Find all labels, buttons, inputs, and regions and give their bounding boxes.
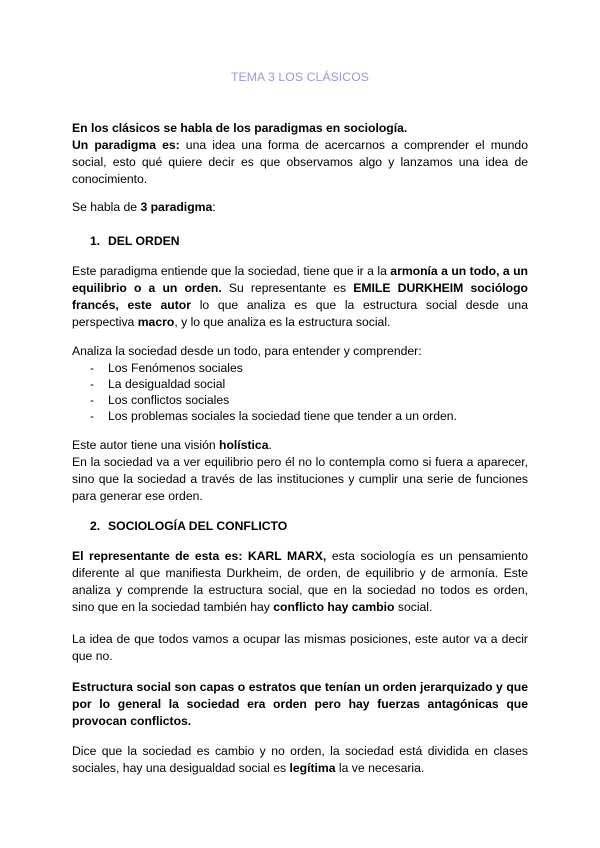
list-item: - Los Fenómenos sociales [90,361,243,375]
paradigm-count: Se habla de 3 paradigma: [72,200,216,214]
orden-list-block [72,343,528,424]
holistic-paragraph: Este autor tiene una visión holística. En la sociedad va a ver equilibrio pero él no lo contempla como si fuera a aparecer, sino que la sociedad a través de las instituciones y cumplir una serie de funciones para generar ese orden. [72,438,528,503]
list-item: - Los conflictos sociales [90,393,230,407]
paradigm-term: Un paradigma es: [72,138,180,152]
phenomena-list [72,360,528,424]
page-title: TEMA 3 LOS CLÁSICOS [230,70,370,84]
marx-paragraph: El representante de esta es: KARL MARX, esta sociología es un pensamiento diferente al que manifiesta Durkheim, de orden, de equilibrio y de armonía. Este analiza y comprende la estructura social, que en la sociedad no todos es orden, sino que en la sociedad también hay conflicto hay cambio social. [72,549,528,614]
paradigm-definition: una idea una forma de acercarnos a comprender el mundo social, esto qué quiere decir es que observamos algo y lanzamos una idea de conocimiento. [72,138,528,186]
intro-paragraph [72,120,528,188]
orden-paragraph: Este paradigma entiende que la sociedad, tiene que ir a la armonía a un todo, a un equilibrio o a un orden. Su representante es EMILE DURKHEIM sociólogo francés, este autor lo que analiza es que la estructura social desde una perspectiva macro, y lo que analiza es la estructura social. [72,264,528,329]
list-intro: Analiza la sociedad desde un todo, para entender y comprender: [72,344,422,358]
section-heading-conflicto: 2. SOCIOLOGÍA DEL CONFLICTO [90,519,288,533]
list-item: - La desigualdad social [90,377,226,391]
list-item: - Los problemas sociales la sociedad tiene que tender a un orden. [90,409,457,423]
positions-paragraph: La idea de que todos vamos a ocupar las mismas posiciones, este autor va a decir que no. [72,632,528,663]
change-paragraph: Dice que la sociedad es cambio y no orden, la sociedad está dividida en clases sociales, hay una desigualdad social es legítima la ve necesaria. [72,744,528,775]
social-structure-paragraph: Estructura social son capas o estratos que tenían un orden jerarquizado y que por lo general la sociedad era orden pero hay fuerzas antagónicas que provocan conflictos. [72,680,528,728]
intro-heading: En los clásicos se habla de los paradigmas en sociología. [72,121,408,135]
section-heading-orden: 1. DEL ORDEN [90,234,180,248]
